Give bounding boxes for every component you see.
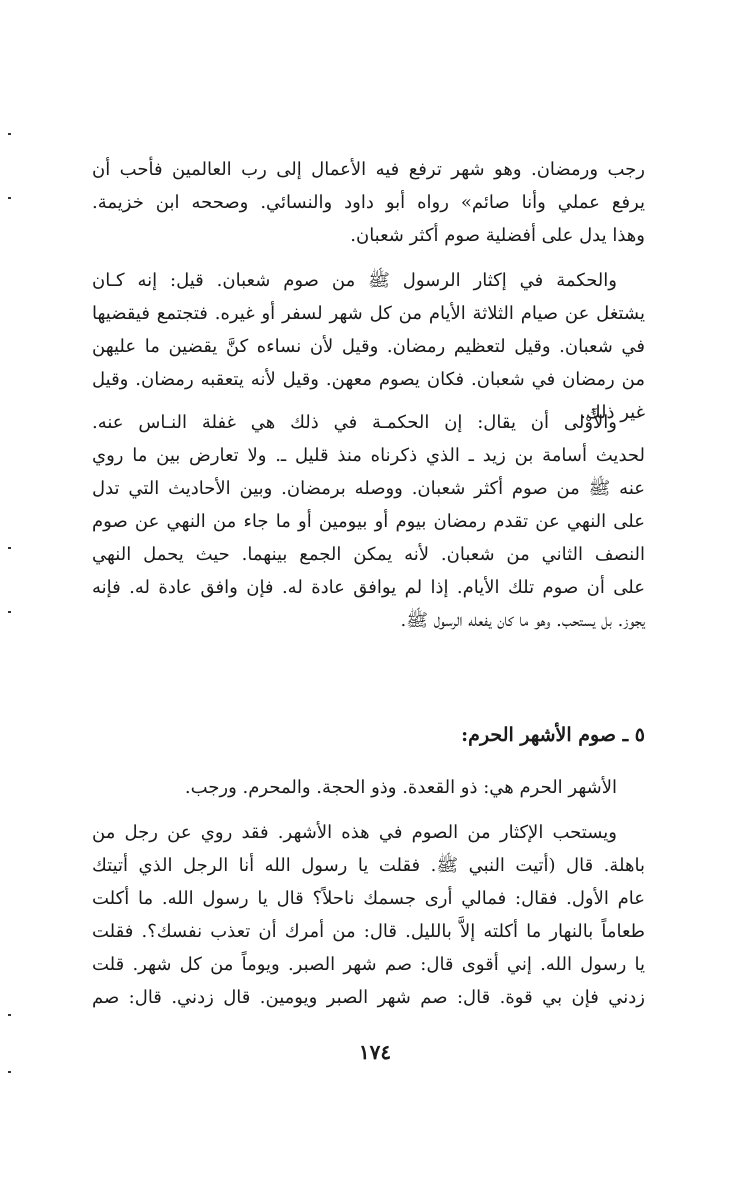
text-line: يجوز. بل يستحب. وهو ما كان يفعله الرسول ﷺ. <box>400 610 645 631</box>
text-line: يا رسول الله. إني أقوى قال: صم شهر الصبر. ويوماً من كل شهر. قلت <box>92 954 645 975</box>
scan-mark <box>8 197 11 199</box>
text-line: طعاماً بالنهار ما أكلته إلاَّ بالليل. قال: من أمرك أن تعذب نفسك؟. فقلت <box>92 921 645 942</box>
text-line: لحديث أسامة بن زيد ـ الذي ذكرناه منذ قليل ـ. ولا تعارض بين ما روي <box>92 445 645 466</box>
text-line: باهلة. قال (أتيت النبي ﷺ. فقلت يا رسول الله أنا الرجل الذي أتيتك <box>92 855 645 876</box>
paragraph <box>92 264 645 429</box>
scan-mark <box>8 1071 11 1073</box>
text-line: في شعبان. وقيل لتعظيم رمضان. وقيل لأن نساءه كنَّ يقضين ما عليهن <box>92 336 645 357</box>
text-line: النصف الثاني من شعبان. لأنه يمكن الجمع بينهما. حيث يحمل النهي <box>92 544 645 565</box>
page-number: ١٧٤ <box>358 1040 392 1064</box>
text-line: يرفع عملي وأنا صائم» رواه أبو داود والنسائي. وصححه ابن خزيمة. <box>92 192 645 213</box>
scan-mark <box>8 611 11 613</box>
text-line: غير ذلك. <box>580 402 645 423</box>
text-line: رجب ورمضان. وهو شهر ترفع فيه الأعمال إلى رب العالمين فأحب أن <box>92 159 645 180</box>
text-line: ويستحب الإكثار من الصوم في هذه الأشهر. فقد روي عن رجل من <box>92 822 617 843</box>
text-line: من رمضان في شعبان. فكان يصوم معهن. وقيل لأنه يتعقبه رمضان. وقيل <box>92 369 645 390</box>
paragraph <box>92 406 645 637</box>
text-line: وهذا يدل على أفضلية صوم أكثر شعبان. <box>350 225 645 246</box>
scan-mark <box>8 133 11 135</box>
scan-mark <box>8 547 11 549</box>
paragraph <box>92 153 645 252</box>
text-line: يشتغل عن صيام الثلاثة الأيام من كل شهر لسفر أو غيره. فتجتمع فيقضيها <box>92 303 645 324</box>
text-line: زدني فإن بي قوة. قال: صم شهر الصبر ويومين. قال زدني. قال: صم <box>92 987 645 1008</box>
text-line: على أن صوم تلك الأيام. إذا لم يوافق عادة له. فإن وافق عادة له. فإنه <box>92 577 645 598</box>
text-line: على النهي عن تقدم رمضان بيوم أو بيومين أو ما جاء من النهي عن صوم <box>92 511 645 532</box>
paragraph <box>92 771 645 804</box>
text-line: والأَوْلى أن يقال: إن الحكمـة في ذلك هي غفلة النـاس عنه. <box>92 412 617 433</box>
paragraph <box>92 816 645 1014</box>
scan-mark <box>8 1014 11 1016</box>
text-line: عنه ﷺ من صوم أكثر شعبان. ووصله برمضان. وبين الأحاديث التي تدل <box>92 478 645 499</box>
text-line: عام الأول. فقال: فمالي أرى جسمك ناحلاً؟ قال يا رسول الله. ما أكلت <box>92 888 645 909</box>
section-heading: ٥ ـ صوم الأشهر الحرم: <box>461 724 645 746</box>
text-line: والحكمة في إكثار الرسول ﷺ من صوم شعبان. قيل: إنه كـان <box>92 270 617 291</box>
text-line: الأشهر الحرم هي: ذو القعدة. وذو الحجة. والمحرم. ورجب. <box>184 777 617 798</box>
